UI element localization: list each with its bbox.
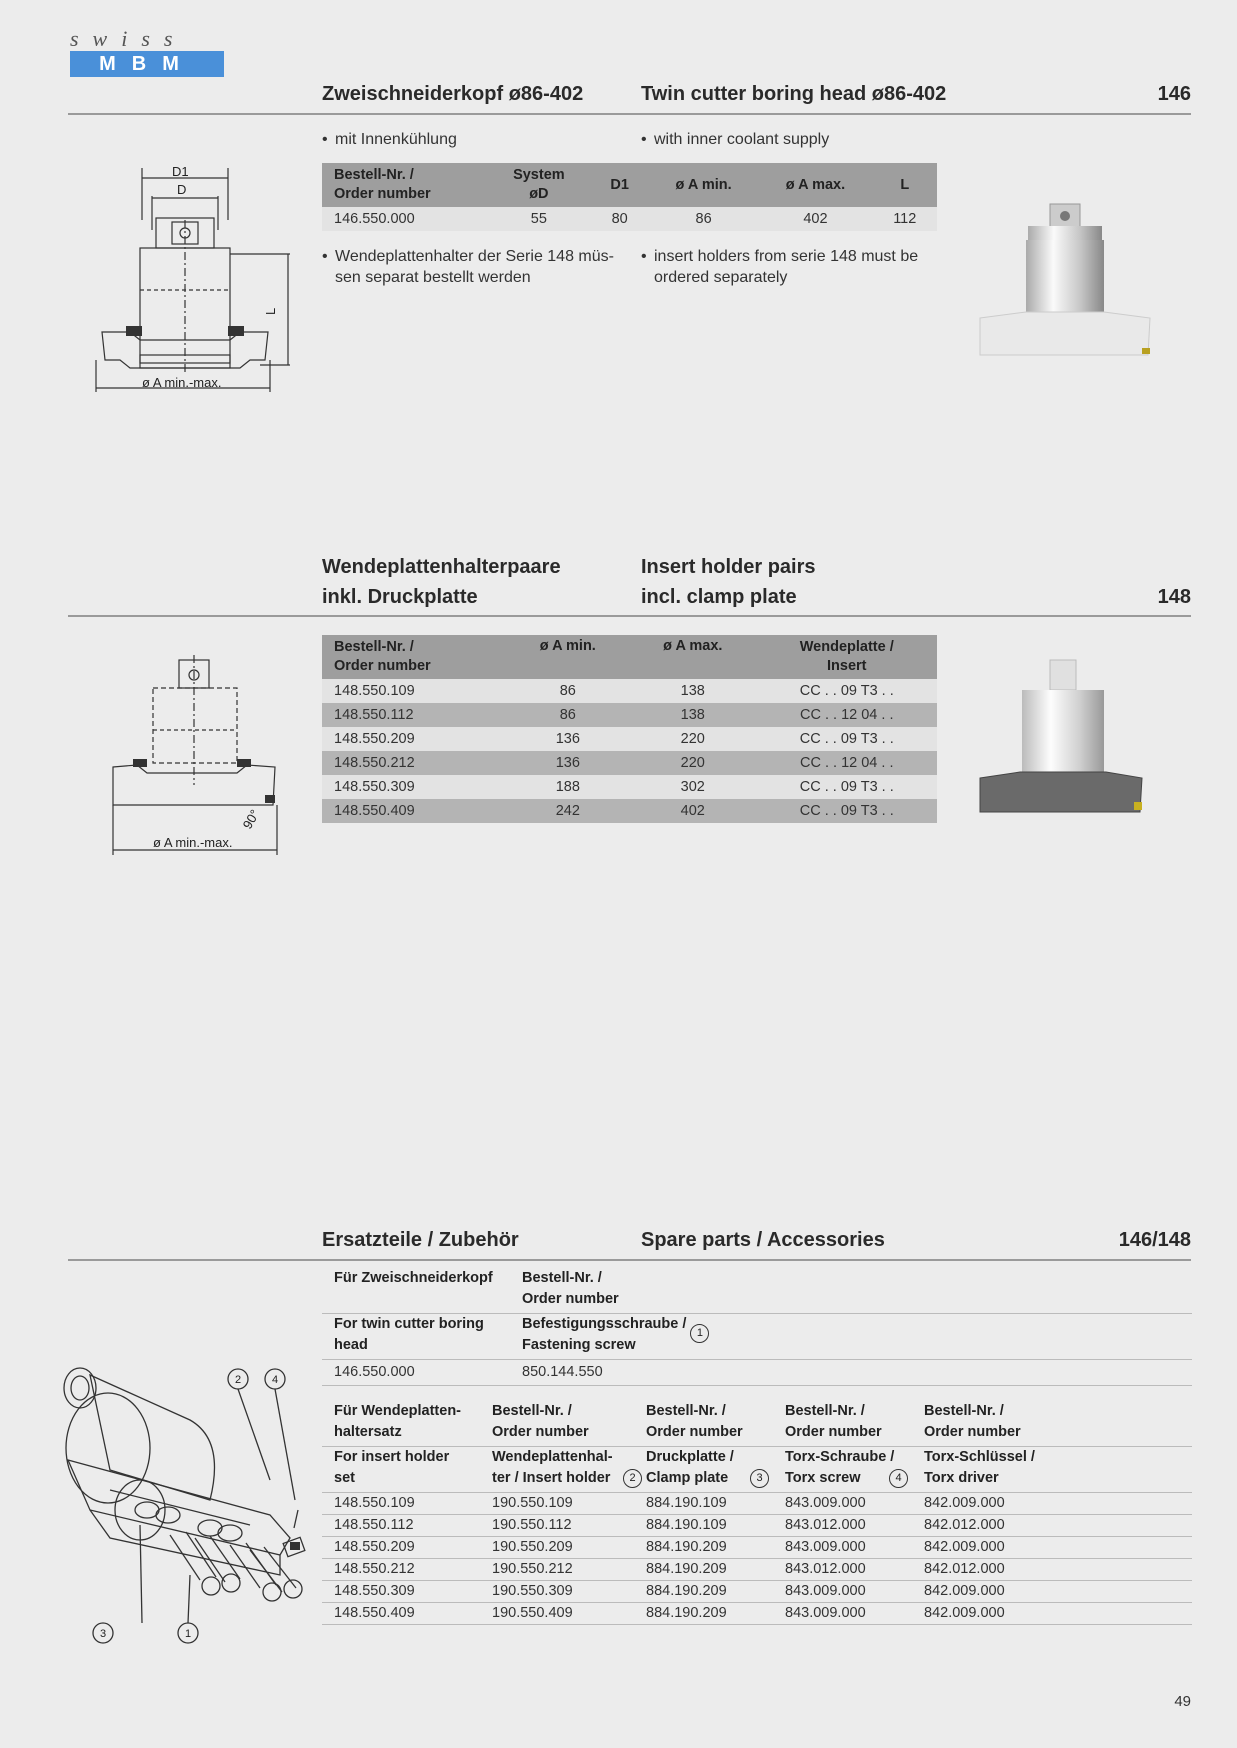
col-insert: Wendeplatte / Insert <box>799 639 894 674</box>
table-header <box>322 1401 1192 1447</box>
cell: 190.550.409 <box>492 1605 573 1621</box>
cell: CC . . 09 T3 . . <box>799 683 894 699</box>
drawing-label-angle: 90° <box>239 806 263 832</box>
cell: 146.550.000 <box>334 1364 415 1380</box>
section3-title-en: Spare parts / Accessories <box>641 1229 885 1251</box>
page-number: 49 <box>1174 1693 1191 1710</box>
table-row <box>322 799 937 823</box>
spare-twin-table <box>322 1268 1192 1386</box>
callout-2: 2 <box>234 1374 242 1386</box>
cell: 138 <box>680 683 705 699</box>
spare-h1-4: Bestell-Nr. / Order number <box>924 1403 1021 1440</box>
cell: 884.190.209 <box>646 1605 727 1621</box>
cell: 148.550.209 <box>334 731 415 747</box>
cell: 190.550.112 <box>492 1517 572 1533</box>
spare-h2-1-cell <box>480 1447 634 1493</box>
table-header <box>322 635 937 679</box>
section1-number: 146 <box>1157 83 1191 105</box>
table-row <box>322 207 937 231</box>
cell: 80 <box>611 211 628 227</box>
cell: CC . . 12 04 . . <box>800 707 894 723</box>
cell: 220 <box>680 731 705 747</box>
spare-twin-h2b: Befestigungsschraube / Fastening screw <box>522 1316 687 1353</box>
callout-2-marker: 2 <box>623 1469 642 1488</box>
cell: 190.550.109 <box>492 1495 573 1511</box>
cell: 146.550.000 <box>334 211 415 227</box>
drawing-label-d: D <box>177 182 187 197</box>
twin-cutter-photo <box>970 200 1160 365</box>
insert-holder-drawing <box>105 655 295 855</box>
table-header <box>322 1447 1192 1493</box>
table-row <box>322 1537 1192 1559</box>
cell: 148.550.212 <box>334 1561 415 1577</box>
spare-insert-table <box>322 1401 1192 1625</box>
logo-bar: MBM <box>70 51 224 77</box>
cell: 190.550.309 <box>492 1583 573 1599</box>
cell: 188 <box>555 779 580 795</box>
cell: 843.009.000 <box>785 1539 866 1555</box>
spare-h2-4: Torx-Schlüssel / Torx driver <box>924 1449 1035 1486</box>
spare-twin-h1a: Für Zweischneiderkopf <box>334 1270 493 1286</box>
cell: 842.009.000 <box>924 1583 1005 1599</box>
cell: 843.009.000 <box>785 1495 866 1511</box>
spare-h2-3-cell <box>773 1447 912 1493</box>
table-row <box>322 1515 1192 1537</box>
section1-note-de: • Wendeplattenhalter der Serie 148 müs- sen separat bestellt werden <box>335 246 614 288</box>
section1-table <box>322 163 937 231</box>
table-row <box>322 703 937 727</box>
cell: 842.012.000 <box>924 1561 1005 1577</box>
spare-h2-3: Torx-Schraube / Torx screw <box>785 1449 895 1486</box>
spare-twin-h2b-cell <box>510 1314 1192 1360</box>
section3-rule <box>68 1259 1191 1261</box>
cell: 884.190.209 <box>646 1539 727 1555</box>
spare-h1-1: Bestell-Nr. / Order number <box>492 1403 589 1440</box>
callout-1-marker: 1 <box>690 1324 709 1343</box>
cell: 55 <box>530 211 547 227</box>
spare-h1-3: Bestell-Nr. / Order number <box>785 1403 882 1440</box>
spare-h1-0: Für Wendeplatten- haltersatz <box>334 1403 462 1440</box>
cell: 884.190.109 <box>646 1495 727 1511</box>
table-row <box>322 1581 1192 1603</box>
spare-h2-2-cell <box>634 1447 773 1493</box>
cell: 842.009.000 <box>924 1605 1005 1621</box>
cell: 112 <box>893 211 917 227</box>
exploded-parts-drawing <box>50 1360 320 1660</box>
cell: 850.144.550 <box>522 1364 603 1380</box>
spare-twin-h2a: For twin cutter boring head <box>334 1316 484 1353</box>
cell: 138 <box>680 707 705 723</box>
section2-title-en: Insert holder pairs incl. clamp plate <box>641 556 816 608</box>
cell: 86 <box>559 707 576 723</box>
cell: 86 <box>559 683 576 699</box>
cell: 843.009.000 <box>785 1605 866 1621</box>
section1-bullet-de: • mit Innenkühlung <box>335 129 457 150</box>
section1-note-en: • insert holders from serie 148 must be ordered separately <box>654 246 918 288</box>
table-row <box>322 1603 1192 1625</box>
cell: CC . . 12 04 . . <box>800 755 894 771</box>
spare-h1-2: Bestell-Nr. / Order number <box>646 1403 743 1440</box>
drawing-label-d1: D1 <box>172 164 189 179</box>
col-amax: ø A max. <box>663 638 723 654</box>
table-row <box>322 775 937 799</box>
insert-holder-photo <box>970 650 1160 820</box>
section2-title-de: Wendeplattenhalterpaare inkl. Druckplatte <box>322 556 561 608</box>
cell: CC . . 09 T3 . . <box>799 803 894 819</box>
cell: 843.009.000 <box>785 1583 866 1599</box>
section2-number: 148 <box>1157 586 1191 608</box>
cell: 148.550.109 <box>334 1495 415 1511</box>
callout-3-marker: 3 <box>750 1469 769 1488</box>
cell: 402 <box>680 803 705 819</box>
col-d1: D1 <box>610 177 629 193</box>
section1-title-en: Twin cutter boring head ø86-402 <box>641 83 947 105</box>
col-amin: ø A min. <box>539 638 596 654</box>
cell: CC . . 09 T3 . . <box>799 731 894 747</box>
drawing-label-l: L <box>263 307 278 315</box>
table-row <box>322 1360 1192 1386</box>
col-system: System øD <box>513 167 565 202</box>
table-row <box>322 1493 1192 1515</box>
cell: 148.550.409 <box>334 803 415 819</box>
cell: 148.550.109 <box>334 683 415 699</box>
callout-4-marker: 4 <box>889 1469 908 1488</box>
section1-title-de: Zweischneiderkopf ø86-402 <box>322 83 584 105</box>
cell: 190.550.209 <box>492 1539 573 1555</box>
cell: 842.009.000 <box>924 1495 1005 1511</box>
table-header <box>322 163 937 207</box>
section1-rule <box>68 113 1191 115</box>
col-amin: ø A min. <box>675 177 732 193</box>
cell: 884.190.109 <box>646 1517 727 1533</box>
spare-twin-h1b: Bestell-Nr. / Order number <box>522 1270 619 1307</box>
section2-rule <box>68 615 1191 617</box>
cell: 884.190.209 <box>646 1561 727 1577</box>
table-row <box>322 679 937 703</box>
spare-h2-0: For insert holder set <box>334 1449 450 1486</box>
cell: 843.012.000 <box>785 1561 866 1577</box>
col-order: Bestell-Nr. / Order number <box>334 639 431 674</box>
cell: 884.190.209 <box>646 1583 727 1599</box>
cell: CC . . 09 T3 . . <box>799 779 894 795</box>
cell: 843.012.000 <box>785 1517 866 1533</box>
col-l: L <box>900 177 910 193</box>
cell: 148.550.309 <box>334 779 415 795</box>
callout-1: 1 <box>184 1628 192 1640</box>
callout-3: 3 <box>99 1628 107 1640</box>
cell: 842.009.000 <box>924 1539 1005 1555</box>
table-header <box>322 1314 1192 1360</box>
table-row <box>322 727 937 751</box>
cell: 136 <box>555 731 580 747</box>
section3-title-de: Ersatzteile / Zubehör <box>322 1229 519 1251</box>
cell: 220 <box>680 755 705 771</box>
spare-h2-2: Druckplatte / Clamp plate <box>646 1449 734 1486</box>
cell: 148.550.209 <box>334 1539 415 1555</box>
section1-bullet-en: • with inner coolant supply <box>654 129 829 150</box>
drawing-label-range: ø A min.-max. <box>142 375 222 390</box>
table-row <box>322 1559 1192 1581</box>
logo-text: swiss <box>70 26 187 51</box>
cell: 842.012.000 <box>924 1517 1005 1533</box>
section2-table <box>322 635 937 823</box>
cell: 242 <box>555 803 580 819</box>
cell: 190.550.212 <box>492 1561 573 1577</box>
spare-h2-1: Wendeplattenhal- ter / Insert holder <box>492 1449 613 1486</box>
section3-number: 146/148 <box>1118 1229 1191 1251</box>
col-order: Bestell-Nr. / Order number <box>334 167 431 202</box>
cell: 148.550.309 <box>334 1583 415 1599</box>
cell: 302 <box>680 779 705 795</box>
cell: 148.550.112 <box>334 707 414 723</box>
cell: 148.550.409 <box>334 1605 415 1621</box>
drawing-label-range: ø A min.-max. <box>153 835 233 850</box>
cell: 148.550.112 <box>334 1517 414 1533</box>
cell: 402 <box>803 211 828 227</box>
table-row <box>322 751 937 775</box>
table-header <box>322 1268 1192 1314</box>
cell: 136 <box>555 755 580 771</box>
cell: 86 <box>695 211 712 227</box>
twin-cutter-drawing <box>90 160 300 395</box>
cell: 148.550.212 <box>334 755 415 771</box>
col-amax: ø A max. <box>785 177 846 193</box>
callout-4: 4 <box>271 1374 279 1386</box>
